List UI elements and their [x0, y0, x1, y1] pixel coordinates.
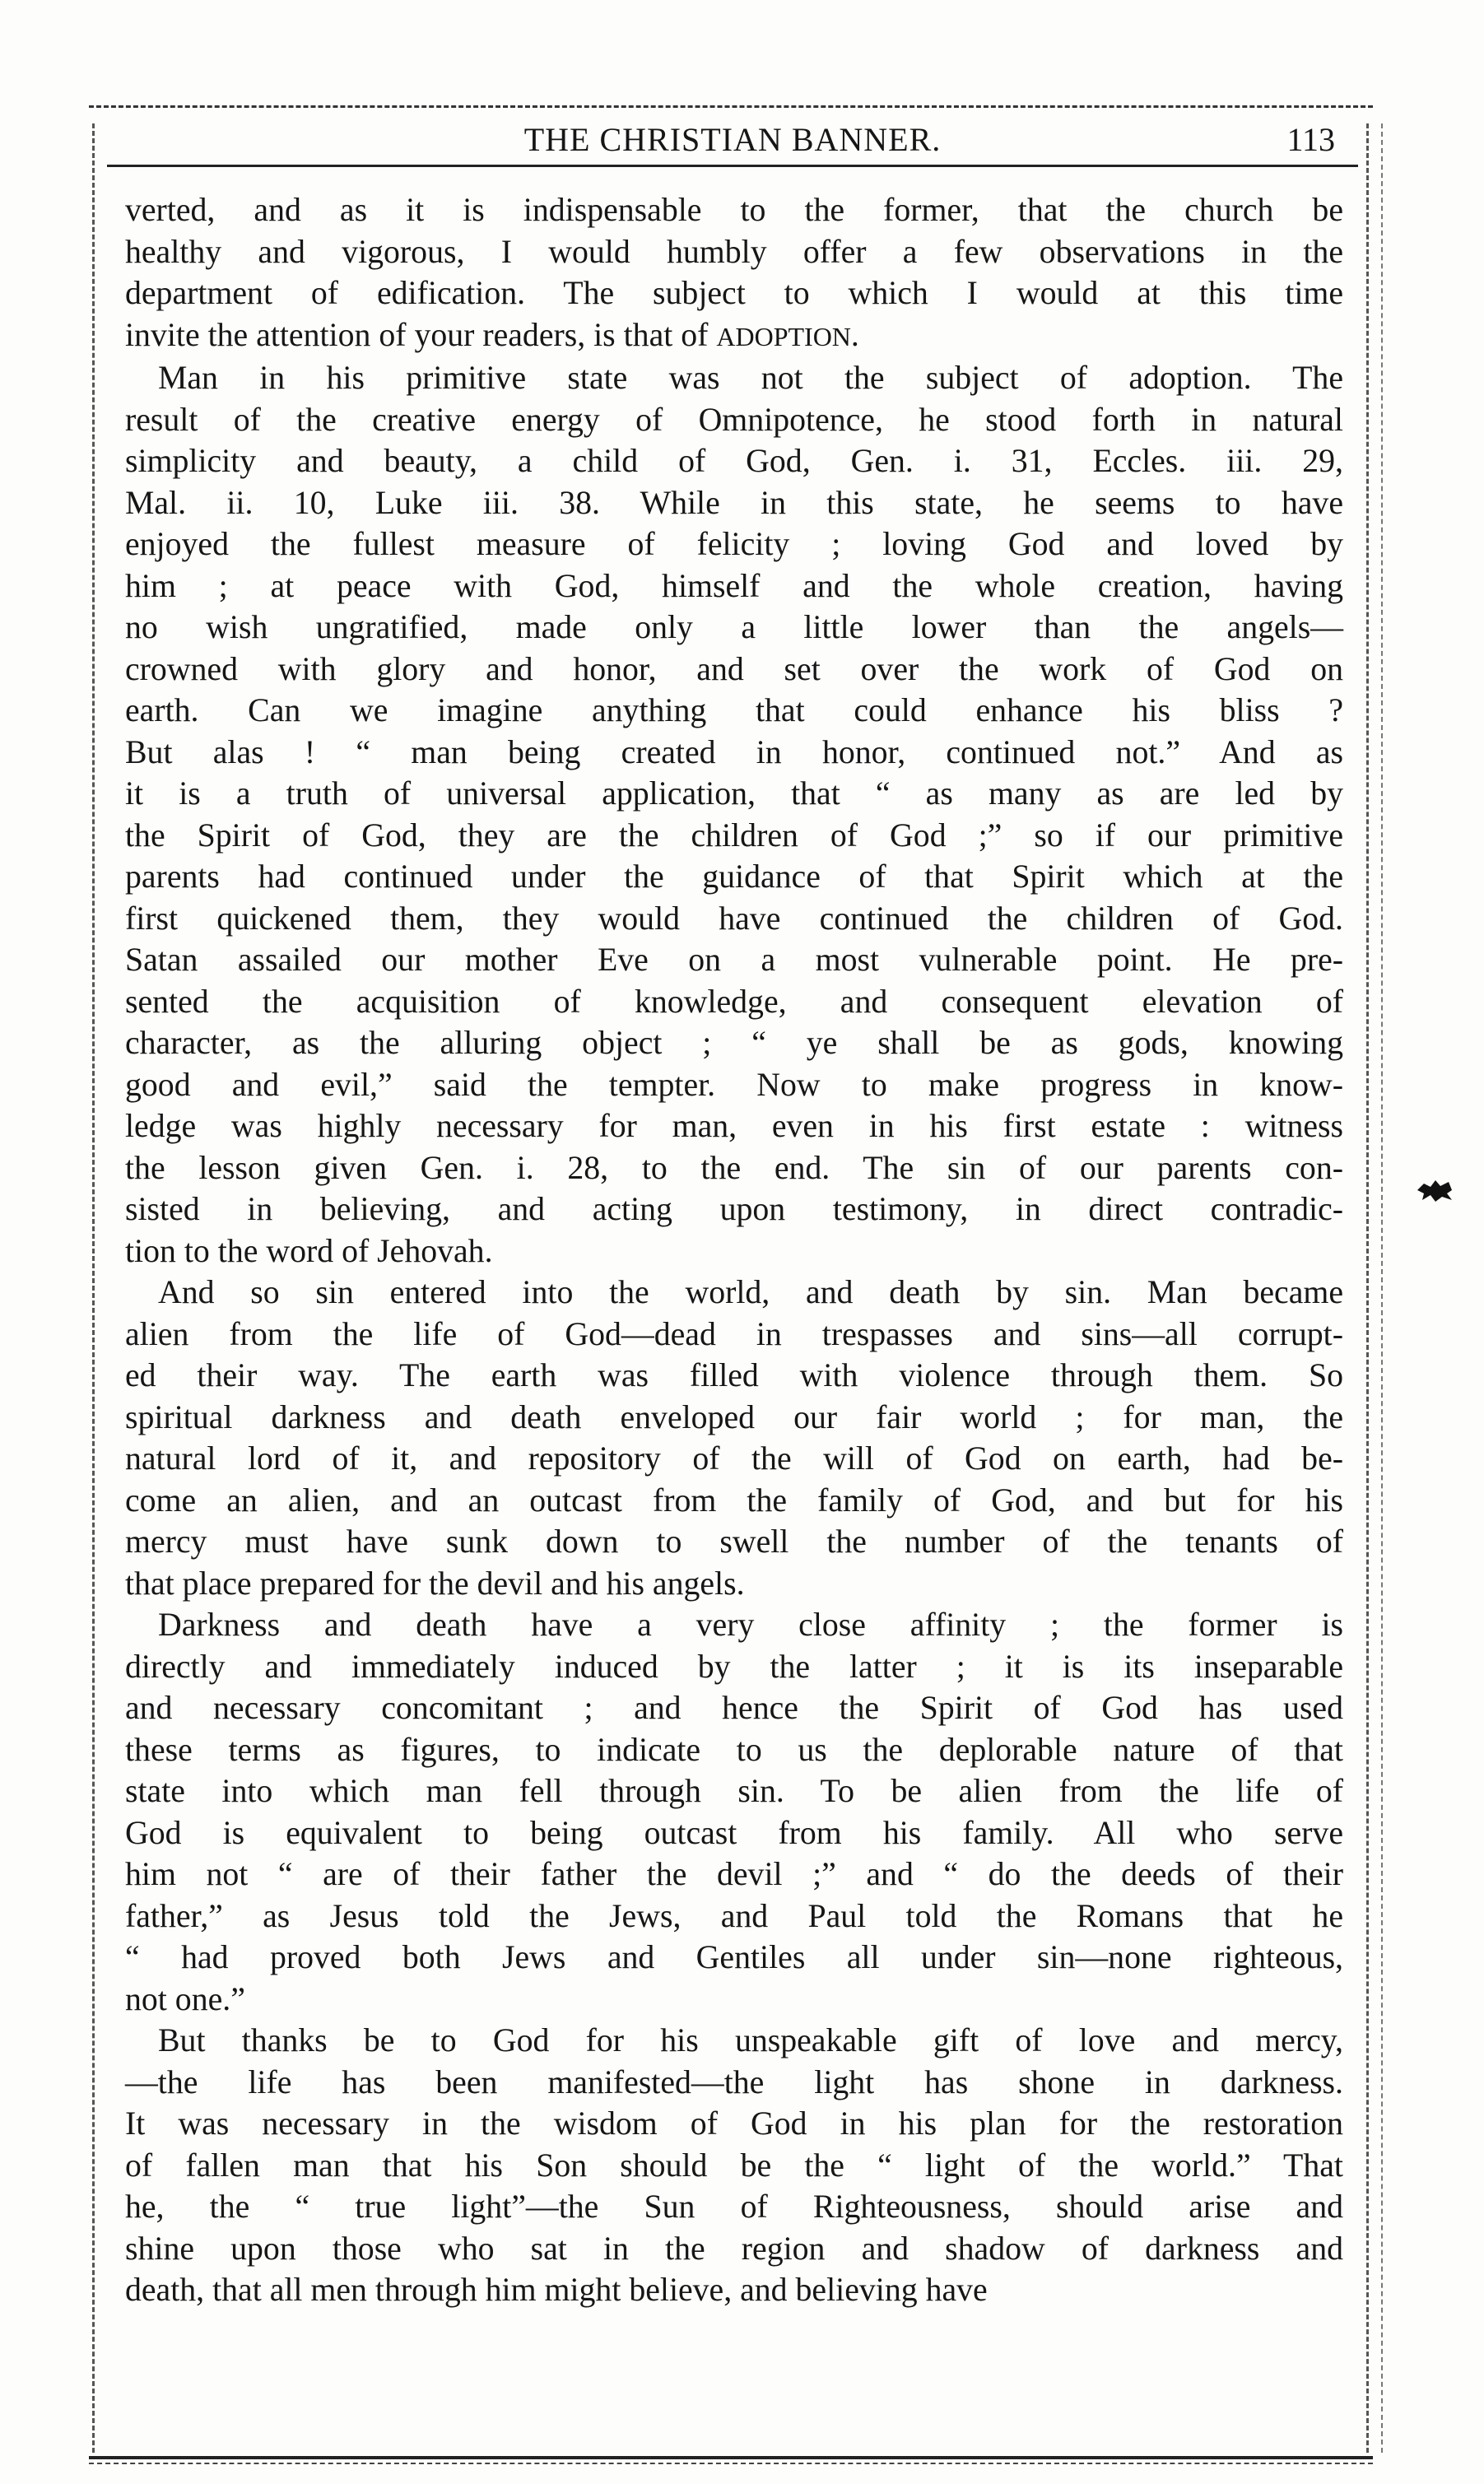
- text-line: alien from the life of God—dead in trespasses and sins—all corrupt-: [125, 1315, 1343, 1352]
- text-line: the lesson given Gen. i. 28, to the end. The sin of our parents con-: [125, 1149, 1343, 1186]
- article-body: [125, 189, 1343, 2311]
- running-title: THE CHRISTIAN BANNER.: [523, 121, 942, 158]
- text-line: the Spirit of God, they are the children of God ;” so if our primitive: [125, 816, 1343, 854]
- text-line: And so sin entered into the world, and death by sin. Man became: [158, 1274, 1343, 1310]
- text-line: father,” as Jesus told the Jews, and Paul told the Romans that he: [125, 1897, 1343, 1934]
- text-line: Darkness and death have a very close affinity ; the former is: [158, 1607, 1343, 1643]
- page-header: [107, 115, 1358, 167]
- text-line: verted, and as it is indispensable to the former, that the church be: [125, 192, 1343, 228]
- top-border-rule: [89, 105, 1373, 108]
- right-border-rule: [1366, 123, 1369, 2453]
- text-line: It was necessary in the wisdom of God in his plan for the restoration: [125, 2105, 1343, 2142]
- left-border-rule: [92, 123, 95, 2453]
- text-line: that place prepared for the devil and his angels.: [125, 1565, 745, 1602]
- text-line: simplicity and beauty, a child of God, Gen. i. 31, Eccles. iii. 29,: [125, 443, 1343, 479]
- paragraph: [125, 189, 1343, 357]
- paragraph: [125, 1272, 1343, 1604]
- text-line: death, that all men through him might believe, and believing have: [125, 2272, 988, 2308]
- bottom-border-rule-dashed: [89, 2463, 1373, 2464]
- text-line: these terms as figures, to indicate to us the deplorable nature of that: [125, 1731, 1343, 1768]
- text-line: But thanks be to God for his unspeakable gift of love and mercy,: [158, 2022, 1343, 2058]
- text-line: enjoyed the fullest measure of felicity ; loving God and loved by: [125, 526, 1343, 562]
- text-line: tion to the word of Jehovah.: [125, 1232, 493, 1269]
- text-line: natural lord of it, and repository of the will of God on earth, had be-: [125, 1440, 1343, 1477]
- text-line: result of the creative energy of Omnipotence, he stood forth in natural: [125, 401, 1343, 438]
- text-line: first quickened them, they would have continued the children of God.: [125, 900, 1343, 937]
- page-number: 113: [1286, 121, 1335, 158]
- text-line: “ had proved both Jews and Gentiles all under sin—none righteous,: [125, 1939, 1343, 1975]
- text-line: character, as the alluring object ; “ ye shall be as gods, knowing: [125, 1025, 1343, 1061]
- text-line: Satan assailed our mother Eve on a most vulnerable point. He pre-: [125, 942, 1343, 978]
- paragraph: [125, 1604, 1343, 2020]
- text-line: no wish ungratified, made only a little lower than the angels—: [125, 609, 1343, 645]
- text-line: mercy must have sunk down to swell the number of the tenants of: [125, 1523, 1343, 1560]
- text-line: it is a truth of universal application, that “ as many as are led by: [125, 775, 1343, 812]
- text-line: Mal. ii. 10, Luke iii. 38. While in this state, he seems to have: [125, 484, 1343, 521]
- text-line: Man in his primitive state was not the subject of adoption. The: [158, 360, 1343, 396]
- text-line: directly and immediately induced by the latter ; it is its inseparable: [125, 1648, 1343, 1685]
- text-line: of fallen man that his Son should be the “ light of the world.” That: [125, 2147, 1343, 2184]
- text-line: earth. Can we imagine anything that could enhance his bliss ?: [125, 692, 1343, 728]
- text-line: sented the acquisition of knowledge, and consequent elevation of: [125, 983, 1343, 1020]
- text-line: he, the “ true light”—the Sun of Righteousness, should arise and: [125, 2189, 1343, 2225]
- text-line: shine upon those who sat in the region and shadow of darkness and: [125, 2230, 1343, 2267]
- text-line: good and evil,” said the tempter. Now to make progress in know-: [125, 1066, 1343, 1103]
- text-line: parents had continued under the guidance of that Spirit which at the: [125, 858, 1343, 895]
- text-line: healthy and vigorous, I would humbly offer a few observations in the: [125, 233, 1343, 270]
- text-line: come an alien, and an outcast from the family of God, and but for his: [125, 1482, 1343, 1519]
- text-line: and necessary concomitant ; and hence the Spirit of God has used: [125, 1690, 1343, 1726]
- text-line: state into which man fell through sin. To be alien from the life of: [125, 1773, 1343, 1809]
- text-line: him ; at peace with God, himself and the whole creation, having: [125, 567, 1343, 604]
- text-line: department of edification. The subject to which I would at this time: [125, 275, 1343, 311]
- text-line: —the life has been manifested—the light has shone in darkness.: [125, 2063, 1343, 2100]
- text-line: God is equivalent to being outcast from his family. All who serve: [125, 1814, 1343, 1851]
- text-line: invite the attention of your readers, is that of ADOPTION.: [125, 316, 859, 353]
- right-border-rule-outer: [1381, 123, 1383, 2453]
- text-line: sisted in believing, and acting upon testimony, in direct contradic-: [125, 1191, 1343, 1227]
- text-line: him not “ are of their father the devil ;” and “ do the deeds of their: [125, 1856, 1343, 1892]
- text-line: spiritual darkness and death enveloped our fair world ; for man, the: [125, 1398, 1343, 1435]
- text-line: ed their way. The earth was filled with violence through them. So: [125, 1357, 1343, 1393]
- text-line: not one.”: [125, 1980, 245, 2017]
- text-line: But alas ! “ man being created in honor, continued not.” And as: [125, 733, 1343, 770]
- paragraph: [125, 357, 1343, 1272]
- paragraph: [125, 2020, 1343, 2311]
- ink-blot-icon: [1416, 1179, 1454, 1203]
- text-line: ledge was highly necessary for man, even in his first estate : witness: [125, 1108, 1343, 1144]
- text-line: crowned with glory and honor, and set over the work of God on: [125, 650, 1343, 687]
- bottom-border-rule: [89, 2456, 1373, 2459]
